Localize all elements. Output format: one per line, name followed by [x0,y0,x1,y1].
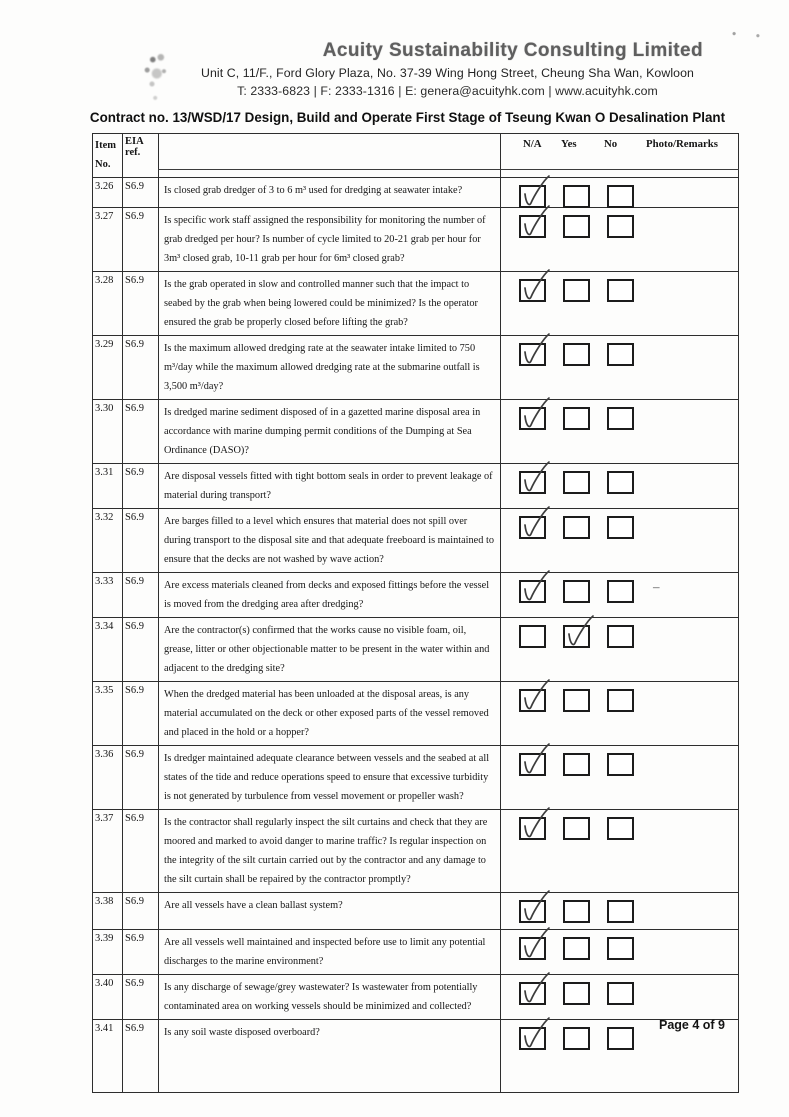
no-checkbox [607,689,634,712]
handwritten-tick-icon [517,268,551,304]
no-checkbox [607,185,634,208]
table-row [93,746,739,810]
checkboxes-cell [501,930,739,975]
table-row [93,618,739,682]
table-row [93,336,739,400]
handwritten-tick-icon [517,806,551,842]
item-no-cell: 3.37 [93,810,123,893]
na-checkbox [519,900,546,923]
na-checkbox [519,516,546,539]
item-no-cell: 3.31 [93,464,123,509]
no-checkbox [607,343,634,366]
eia-ref-cell: S6.9 [123,618,159,682]
page-number: Page 4 of 9 [659,1018,725,1032]
no-checkbox [607,279,634,302]
na-checkbox [519,407,546,430]
na-checkbox [519,343,546,366]
no-checkbox [607,516,634,539]
handwritten-tick-icon [517,1016,551,1052]
item-no-cell: 3.28 [93,272,123,336]
checklist-table [92,133,739,1093]
question-cell: Is the maximum allowed dredging rate at the seawater intake limited to 750 m³/day while the maximum allowed dredging rate at the submarine outfall is 3,500 m³/day? [159,336,501,400]
na-checkbox [519,982,546,1005]
table-row [93,272,739,336]
no-checkbox [607,937,634,960]
col-header-no: No [604,138,618,150]
eia-ref-cell: S6.9 [123,746,159,810]
company-name: Acuity Sustainability Consulting Limited [322,40,703,61]
eia-ref-cell: S6.9 [123,208,159,272]
table-row [93,810,739,893]
question-cell: Are disposal vessels fitted with tight bottom seals in order to prevent leakage of material during transport? [159,464,501,509]
document-title: Contract no. 13/WSD/17 Design, Build and Operate First Stage of Tseung Kwan O Desalination Plant [89,110,726,125]
company-address: Unit C, 11/F., Ford Glory Plaza, No. 37-39 Wing Hong Street, Cheung Sha Wan, Kowloon [201,66,694,80]
table-row [93,975,739,1020]
checkboxes-cell [501,618,739,682]
checkboxes-cell [501,746,739,810]
yes-checkbox [563,279,590,302]
handwritten-tick-icon [517,926,551,962]
handwritten-tick-icon [517,396,551,432]
eia-ref-cell: S6.9 [123,336,159,400]
checkboxes-cell [501,682,739,746]
table-row [93,930,739,975]
question-cell: Is specific work staff assigned the responsibility for monitoring the number of grab dredged per hour? Is number of cycle limited to 20-21 grab per hour for 3m³ closed grab, 10-11 grab per hour for 6m³ closed grab? [159,208,501,272]
eia-ref-cell: S6.9 [123,893,159,930]
no-checkbox [607,471,634,494]
handwritten-tick-icon [517,460,551,496]
yes-checkbox [563,817,590,840]
col-header-photo-remarks: Photo/Remarks [646,138,718,150]
no-checkbox [607,1027,634,1050]
item-no-cell: 3.27 [93,208,123,272]
checkboxes-cell [501,400,739,464]
na-checkbox [519,580,546,603]
table-row [93,1020,739,1093]
scan-artifact [729,28,763,42]
question-cell: Is any soil waste disposed overboard? [159,1020,501,1093]
eia-ref-cell: S6.9 [123,930,159,975]
handwritten-tick-icon [517,678,551,714]
table-row [93,509,739,573]
col-header-eia-ref: EIA ref. [123,134,159,178]
handwritten-tick-icon [517,204,551,240]
item-no-cell: 3.39 [93,930,123,975]
item-no-cell: 3.33 [93,573,123,618]
item-no-cell: 3.40 [93,975,123,1020]
eia-ref-cell: S6.9 [123,400,159,464]
question-cell: Are the contractor(s) confirmed that the works cause no visible foam, oil, grease, litter or other objectionable matter to be present in the water within and adjacent to the dredging site? [159,618,501,682]
eia-ref-cell: S6.9 [123,464,159,509]
yes-checkbox [563,689,590,712]
na-checkbox [519,471,546,494]
yes-checkbox [563,625,590,648]
table-header-row [93,134,739,178]
yes-checkbox [563,753,590,776]
yes-checkbox [563,1027,590,1050]
question-cell: Is dredged marine sediment disposed of in a gazetted marine disposal area in accordance with marine dumping permit conditions of the Dumping at Sea Ordinance (DASO)? [159,400,501,464]
checkboxes-cell [501,810,739,893]
checkboxes-cell [501,336,739,400]
item-no-cell: 3.34 [93,618,123,682]
handwritten-tick-icon [517,569,551,605]
no-checkbox [607,817,634,840]
no-checkbox [607,982,634,1005]
question-cell: Is the contractor shall regularly inspect the silt curtains and check that they are moored and marked to avoid danger to marine traffic? Is regular inspection on the integrity of the silt curtain carried out by the contractor and any damage to the silt curtain shall be repaired by the contractor promptly? [159,810,501,893]
question-cell: Is any discharge of sewage/grey wastewater? Is wastewater from potentially contaminated area on working vessels should be minimized and collected? [159,975,501,1020]
no-checkbox [607,753,634,776]
eia-ref-cell: S6.9 [123,682,159,746]
item-no-cell: 3.35 [93,682,123,746]
handwritten-tick-icon [517,332,551,368]
handwritten-tick-icon [561,614,595,650]
no-checkbox [607,215,634,238]
checkboxes-cell [501,975,739,1020]
question-cell: Is dredger maintained adequate clearance between vessels and the seabed at all states of the tide and reduce operations speed to ensure that excessive turbidity is not generated by turbulence from vessel movement or propeller wash? [159,746,501,810]
question-cell: Are all vessels have a clean ballast system? [159,893,501,930]
eia-ref-cell: S6.9 [123,573,159,618]
item-no-cell: 3.41 [93,1020,123,1093]
question-cell: Are excess materials cleaned from decks and exposed fittings before the vessel is moved from the dredging area after dredging? [159,573,501,618]
table-row [93,400,739,464]
eia-ref-cell: S6.9 [123,810,159,893]
checkboxes-cell [501,573,739,618]
checkboxes-cell [501,893,739,930]
table-row [93,178,739,208]
question-cell: Are barges filled to a level which ensures that material does not spill over during transport to the disposal site and that adequate freeboard is maintained to ensure that the decks are not washed by wave action? [159,509,501,573]
handwritten-remark: – [653,579,660,594]
checkboxes-cell [501,509,739,573]
checkboxes-cell [501,208,739,272]
yes-checkbox [563,580,590,603]
yes-checkbox [563,343,590,366]
col-header-question [159,134,501,178]
no-checkbox [607,900,634,923]
company-contact-line: T: 2333-6823 | F: 2333-1316 | E: genera@acuityhk.com | www.acuityhk.com [237,84,658,98]
checkboxes-cell [501,464,739,509]
na-checkbox [519,753,546,776]
eia-ref-cell: S6.9 [123,178,159,208]
na-checkbox [519,279,546,302]
yes-checkbox [563,937,590,960]
handwritten-tick-icon [517,971,551,1007]
item-no-cell: 3.36 [93,746,123,810]
yes-checkbox [563,407,590,430]
item-no-cell: 3.26 [93,178,123,208]
col-header-na: N/A [523,138,542,150]
item-no-cell: 3.30 [93,400,123,464]
checkboxes-cell [501,178,739,208]
question-cell: Is closed grab dredger of 3 to 6 m³ used for dredging at seawater intake? [159,178,501,208]
na-checkbox [519,937,546,960]
eia-ref-cell: S6.9 [123,975,159,1020]
eia-ref-cell: S6.9 [123,509,159,573]
na-checkbox [519,689,546,712]
eia-ref-cell: S6.9 [123,1020,159,1093]
eia-ref-cell: S6.9 [123,272,159,336]
no-checkbox [607,625,634,648]
yes-checkbox [563,900,590,923]
item-no-cell: 3.38 [93,893,123,930]
handwritten-tick-icon [517,505,551,541]
col-header-item-no: Item No. [93,134,123,178]
table-row [93,682,739,746]
question-cell: Is the grab operated in slow and controlled manner such that the impact to seabed by the grab when being lowered could be minimized? Is the operator ensured the grab be properly closed before lifting the grab? [159,272,501,336]
question-cell: Are all vessels well maintained and inspected before use to limit any potential discharges to the marine environment? [159,930,501,975]
yes-checkbox [563,516,590,539]
item-no-cell: 3.32 [93,509,123,573]
yes-checkbox [563,982,590,1005]
yes-checkbox [563,471,590,494]
no-checkbox [607,580,634,603]
table-row [93,464,739,509]
checkboxes-cell [501,272,739,336]
na-checkbox [519,215,546,238]
col-header-yes: Yes [561,138,577,150]
no-checkbox [607,407,634,430]
yes-checkbox [563,215,590,238]
item-no-cell: 3.29 [93,336,123,400]
table-row [93,893,739,930]
na-checkbox [519,625,546,648]
table-row [93,573,739,618]
handwritten-tick-icon [517,889,551,925]
col-header-answers [501,134,739,178]
na-checkbox [519,1027,546,1050]
yes-checkbox [563,185,590,208]
table-row [93,208,739,272]
handwritten-tick-icon [517,742,551,778]
question-cell: When the dredged material has been unloaded at the disposal areas, is any material accumulated on the deck or other exposed parts of the vessel removed and placed in the hold or a hopper? [159,682,501,746]
na-checkbox [519,817,546,840]
